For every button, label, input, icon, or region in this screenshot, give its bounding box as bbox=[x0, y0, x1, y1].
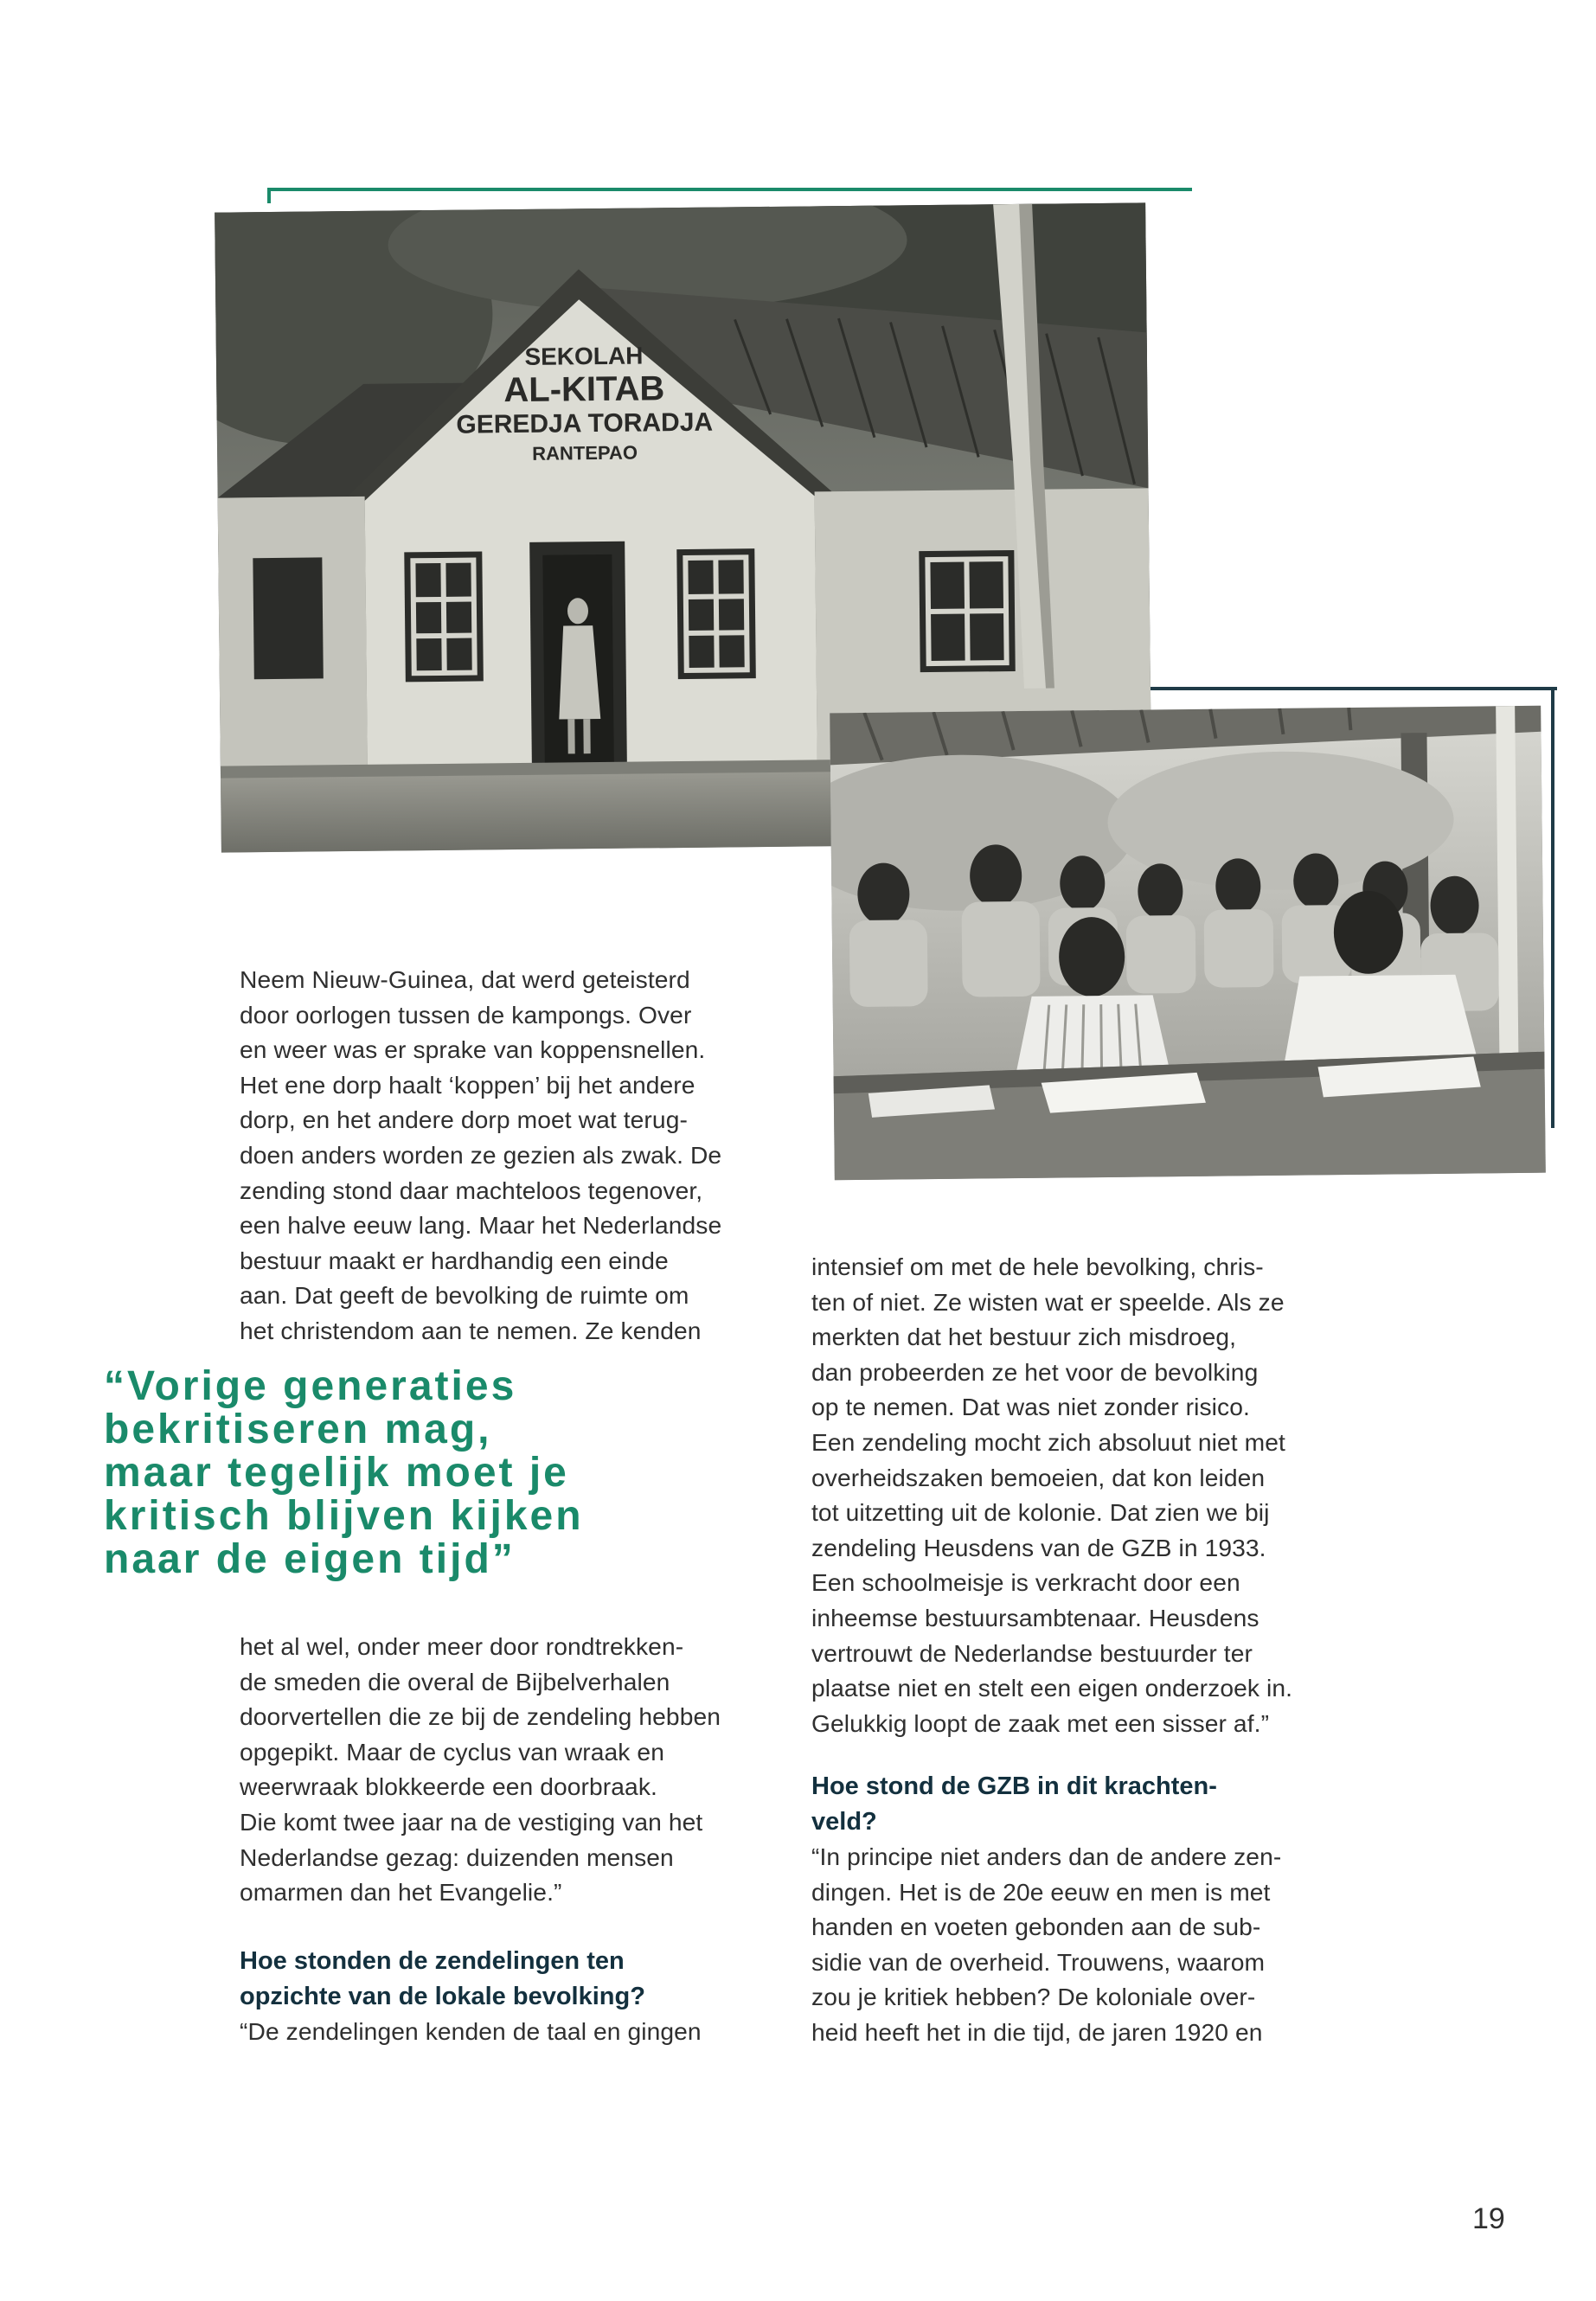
body-line: dorp, en het andere dorp moet wat terug- bbox=[240, 1106, 688, 1134]
body-line: sidie van de overheid. Trouwens, waarom bbox=[811, 1947, 1266, 1976]
question-line: veld? bbox=[811, 1807, 877, 1836]
body-line: merkten dat het bestuur zich misdroeg, bbox=[811, 1323, 1237, 1351]
body-line: handen en voeten gebonden aan de sub- bbox=[811, 1913, 1261, 1941]
body-line: het christendom aan te nemen. Ze kenden bbox=[240, 1316, 702, 1344]
body-line: zendeling Heusdens van de GZB in 1933. bbox=[811, 1533, 1266, 1561]
body-line: “In principe niet anders dan de andere zen- bbox=[811, 1843, 1282, 1870]
sign-line-2: AL-KITAB bbox=[503, 369, 665, 410]
sign-line-4: RANTEPAO bbox=[532, 441, 638, 465]
body-line: aan. Dat geeft de bevolking de ruimte om bbox=[240, 1281, 689, 1310]
photo-frame-bottom-side bbox=[1551, 687, 1554, 1128]
photo-frame-top bbox=[267, 188, 1192, 203]
pull-quote-line: bekritiseren mag, bbox=[104, 1407, 492, 1452]
body-line: doen anders worden ze gezien als zwak. De bbox=[240, 1140, 722, 1169]
body-line: zou je kritiek hebben? De koloniale over- bbox=[811, 1983, 1256, 2011]
body-line: Het ene dorp haalt ‘koppen’ bij het andere bbox=[240, 1070, 695, 1099]
body-line: de smeden die overal de Bijbelverhalen bbox=[240, 1667, 670, 1695]
sign-line-3: GEREDJA TORADJA bbox=[456, 407, 714, 439]
body-line: plaatse niet en stelt een eigen onderzoek in. bbox=[811, 1674, 1293, 1702]
article-right-column-bottom bbox=[811, 1839, 1281, 2050]
body-line: dan probeerden ze het voor de bevolking bbox=[811, 1357, 1259, 1386]
pull-quote bbox=[104, 1365, 584, 1581]
body-line: bestuur maakt er hardhandig een einde bbox=[240, 1246, 669, 1274]
classroom-photo bbox=[830, 706, 1546, 1181]
body-line: Nederlandse gezag: duizenden mensen bbox=[240, 1843, 674, 1871]
body-line: zending stond daar machteloos tegenover, bbox=[240, 1176, 703, 1204]
body-line: Een zendeling mocht zich absoluut niet met bbox=[811, 1427, 1285, 1456]
body-line: Die komt twee jaar na de vestiging van het bbox=[240, 1807, 703, 1836]
body-line: Gelukkig loopt de zaak met een sisser af.” bbox=[811, 1708, 1270, 1737]
body-line: dingen. Het is de 20e eeuw en men is met bbox=[811, 1877, 1271, 1906]
question-heading-1 bbox=[240, 1944, 645, 2014]
body-line: het al wel, onder meer door rondtrekken- bbox=[240, 1632, 684, 1660]
sign-line-1: SEKOLAH bbox=[524, 342, 644, 370]
body-line: opgepikt. Maar de cyclus van wraak en bbox=[240, 1737, 664, 1766]
body-line: omarmen dan het Evangelie.” bbox=[240, 1878, 562, 1907]
question-line: Hoe stonden de zendelingen ten bbox=[240, 1947, 625, 1975]
body-line: intensief om met de hele bevolking, chris- bbox=[811, 1253, 1264, 1280]
body-line: tot uitzetting uit de kolonie. Dat zien we bij bbox=[811, 1498, 1270, 1527]
answer-1-start bbox=[240, 2014, 702, 2049]
body-line: Neem Nieuw-Guinea, dat werd geteisterd bbox=[240, 965, 690, 993]
body-line: overheidszaken bemoeien, dat kon leiden bbox=[811, 1463, 1266, 1491]
body-line: ten of niet. Ze wisten wat er speelde. Als ze bbox=[811, 1287, 1285, 1316]
pull-quote-line: kritisch blijven kijken bbox=[104, 1493, 584, 1539]
body-line: vertrouwt de Nederlandse bestuurder ter bbox=[811, 1638, 1253, 1667]
body-line: een halve eeuw lang. Maar het Nederlandse bbox=[240, 1211, 722, 1240]
body-line: inheemse bestuursambtenaar. Heusdens bbox=[811, 1603, 1259, 1631]
body-line: doorvertellen die ze bij de zendeling hebben bbox=[240, 1702, 721, 1731]
body-line: weerwraak blokkeerde een doorbraak. bbox=[240, 1772, 657, 1801]
body-line: op te nemen. Dat was niet zonder risico. bbox=[811, 1393, 1250, 1421]
body-line: door oorlogen tussen de kampongs. Over bbox=[240, 1000, 692, 1029]
body-line: “De zendelingen kenden de taal en gingen bbox=[240, 2017, 702, 2045]
question-heading-2 bbox=[811, 1769, 1217, 1839]
body-line: heid heeft het in die tijd, de jaren 1920 en bbox=[811, 2017, 1263, 2046]
question-line: opzichte van de lokale bevolking? bbox=[240, 1982, 645, 2010]
question-line: Hoe stond de GZB in dit krachten- bbox=[811, 1772, 1217, 1800]
article-right-column-top bbox=[811, 1249, 1365, 1740]
article-left-column-bottom bbox=[240, 1629, 793, 1910]
pull-quote-line: maar tegelijk moet je bbox=[104, 1450, 569, 1496]
body-line: en weer was er sprake van koppensnellen. bbox=[240, 1035, 706, 1064]
page-number: 19 bbox=[1472, 2202, 1505, 2235]
pull-quote-line: naar de eigen tijd” bbox=[104, 1536, 516, 1582]
article-left-column-top bbox=[240, 962, 793, 1349]
body-line: Een schoolmeisje is verkracht door een bbox=[811, 1568, 1240, 1597]
pull-quote-line: “Vorige generaties bbox=[104, 1363, 517, 1409]
